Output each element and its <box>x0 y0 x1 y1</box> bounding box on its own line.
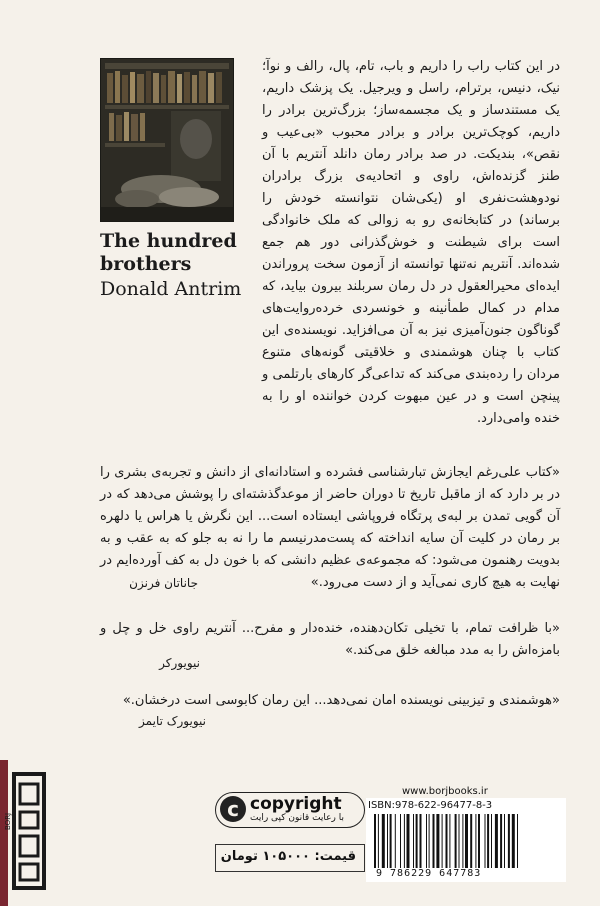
copyright-badge <box>215 792 365 828</box>
barcode-bar <box>465 814 468 868</box>
english-title: The hundred brothers <box>100 230 237 275</box>
publisher-logo-icon <box>6 770 48 892</box>
barcode-bar <box>449 814 450 868</box>
publisher-url: www.borjbooks.ir <box>402 786 488 797</box>
barcode-bar <box>470 814 472 868</box>
barcode-bar <box>374 814 376 868</box>
barcode-bar <box>416 814 418 868</box>
barcode-bar <box>508 814 510 868</box>
blurb-paragraph <box>262 56 560 426</box>
price-value: ۱۰۵۰۰۰ تومان <box>220 849 310 864</box>
barcode-bar <box>478 814 480 868</box>
isbn-label: ISBN:978-622-96477-8-3 <box>368 800 493 811</box>
barcode-bar <box>382 814 385 868</box>
barcode-bar <box>500 814 502 868</box>
quote-1 <box>100 462 560 594</box>
barcode-bar <box>487 814 489 868</box>
barcode-bar <box>426 814 427 868</box>
price-label: قیمت: <box>314 849 356 864</box>
quote-2-source: نیویورکر <box>159 656 200 670</box>
barcode-bar <box>387 814 388 868</box>
barcode-bar <box>404 814 405 868</box>
barcode-bar <box>390 814 392 868</box>
barcode-bar <box>407 814 410 868</box>
barcode-bar <box>485 814 486 868</box>
barcode-bar <box>462 814 463 868</box>
barcode-bar <box>512 814 515 868</box>
barcode-bar <box>400 814 401 868</box>
quote-2-text: «با ظرافت تمام، با تخیلی تکان‌دهنده، خنده‌دار و مفرح... آنتریم راوی خل و چل و بامزه‌اش را به مدد مبالغه خلق می‌کند.» <box>100 621 560 658</box>
quote-1-text: «کتاب علی‌رغم ایجازش تبارشناسی فشرده و استادانه‌ای از دانش و تجربه‌ی بشری را در بر دارد که از ماقبل تاریخ تا دوران حاضر از موعدگذشته‌ای را پوشش می‌دهد که در آن گویی تمدن بر لبه‌ی پرتگاه فروپاشی ایستاده است... این نگرش یا هراس یا دلهره بر رمان در کلیت آن سایه انداخته که پست‌مدرنیسم ما را نه به جلو که به عقب و به بدویت رهنمون می‌شود: که مجموعه‌ی عظیم دانشی که با خون دل به کف آورده‌ایم در نهایت به هیچ کاری نمی‌آید و از دست می‌رود.» <box>100 465 560 590</box>
barcode-bar <box>475 814 476 868</box>
barcode-digits: 9 786229 647783 <box>376 868 482 879</box>
barcode-bar <box>413 814 414 868</box>
barcode-bar <box>429 814 430 868</box>
barcode-bar <box>395 814 396 868</box>
quote-3 <box>100 690 560 714</box>
barcode-bar <box>446 814 448 868</box>
barcode-bar <box>504 814 505 868</box>
barcode-bar <box>433 814 435 868</box>
english-author: Donald Antrim <box>100 278 242 300</box>
barcode-bar <box>442 814 443 868</box>
logo-text: BORJ <box>4 812 12 830</box>
copyright-subtitle: با رعایت قانون کپی رایت <box>250 813 344 823</box>
library-scene-icon <box>101 59 233 221</box>
barcode-bar <box>420 814 422 868</box>
blurb-text: در این کتاب راب را داریم و باب، تام، پال، رالف و نوآ؛ نیک، دنیس، برترام، راسل و ویرجیل. یک پزشک داریم، یک مستندساز و یک مجسمه‌ساز؛ بزرگ‌ترین برادر را داریم، کوچک‌ترین برادر و برادر محبوب «بی‌عیب و نقص»، بندیکت. در صد برادر رمان دانلد آنتریم با آن طنز گزنده‌اش، راوی و اتحادیه‌ی بزرگ برادران نودوهشت‌نفری او (یکی‌شان نتوانسته خودش را برساند) در کتابخانه‌ی رو به زوالی که ملک خانوادگی است برای شیطنت و خوش‌گذرانی دور هم جمع شده‌اند. آنتریم نه‌تنها توانسته از آزمون سخت پروراندن ایده‌ای محیرالعقول در دل رمان سربلند بیرون بیاید، که مدام در کمال طمأنینه و خونسردی خرده‌روایت‌های گوناگون جنون‌آمیزی نیز به آن می‌افزاید. نویسنده‌ی این کتاب با چنان هوشمندی و خلاقیتی گونه‌های متنوع مردان را رده‌بندی می‌کند که تداعی‌گر کارهای بارتلمی و پینچن است و در عین مبهوت کردن خواننده او را به خنده وامی‌دارد. <box>262 59 560 426</box>
blurb-paragraph-continued <box>100 315 560 441</box>
quote-3-source: نیویورک تایمز <box>139 714 206 728</box>
barcode-icon <box>372 814 562 868</box>
copyright-icon: c <box>220 796 246 822</box>
cover-thumbnail <box>100 58 234 222</box>
quote-3-text: «هوشمندی و تیزبینی نویسنده امان نمی‌دهد... این رمان کابوسی است درخشان.» <box>122 693 560 708</box>
barcode-bar <box>491 814 492 868</box>
copyright-word: copyright <box>250 794 342 814</box>
price-text <box>221 849 356 864</box>
barcode-bar <box>436 814 439 868</box>
barcode-bar <box>378 814 379 868</box>
barcode-bar <box>459 814 460 868</box>
price-box <box>215 844 365 872</box>
barcode-bar <box>455 814 457 868</box>
barcode-bar <box>495 814 498 868</box>
quote-1-source: جاناتان فرنزن <box>129 576 198 590</box>
barcode-bar <box>517 814 518 868</box>
